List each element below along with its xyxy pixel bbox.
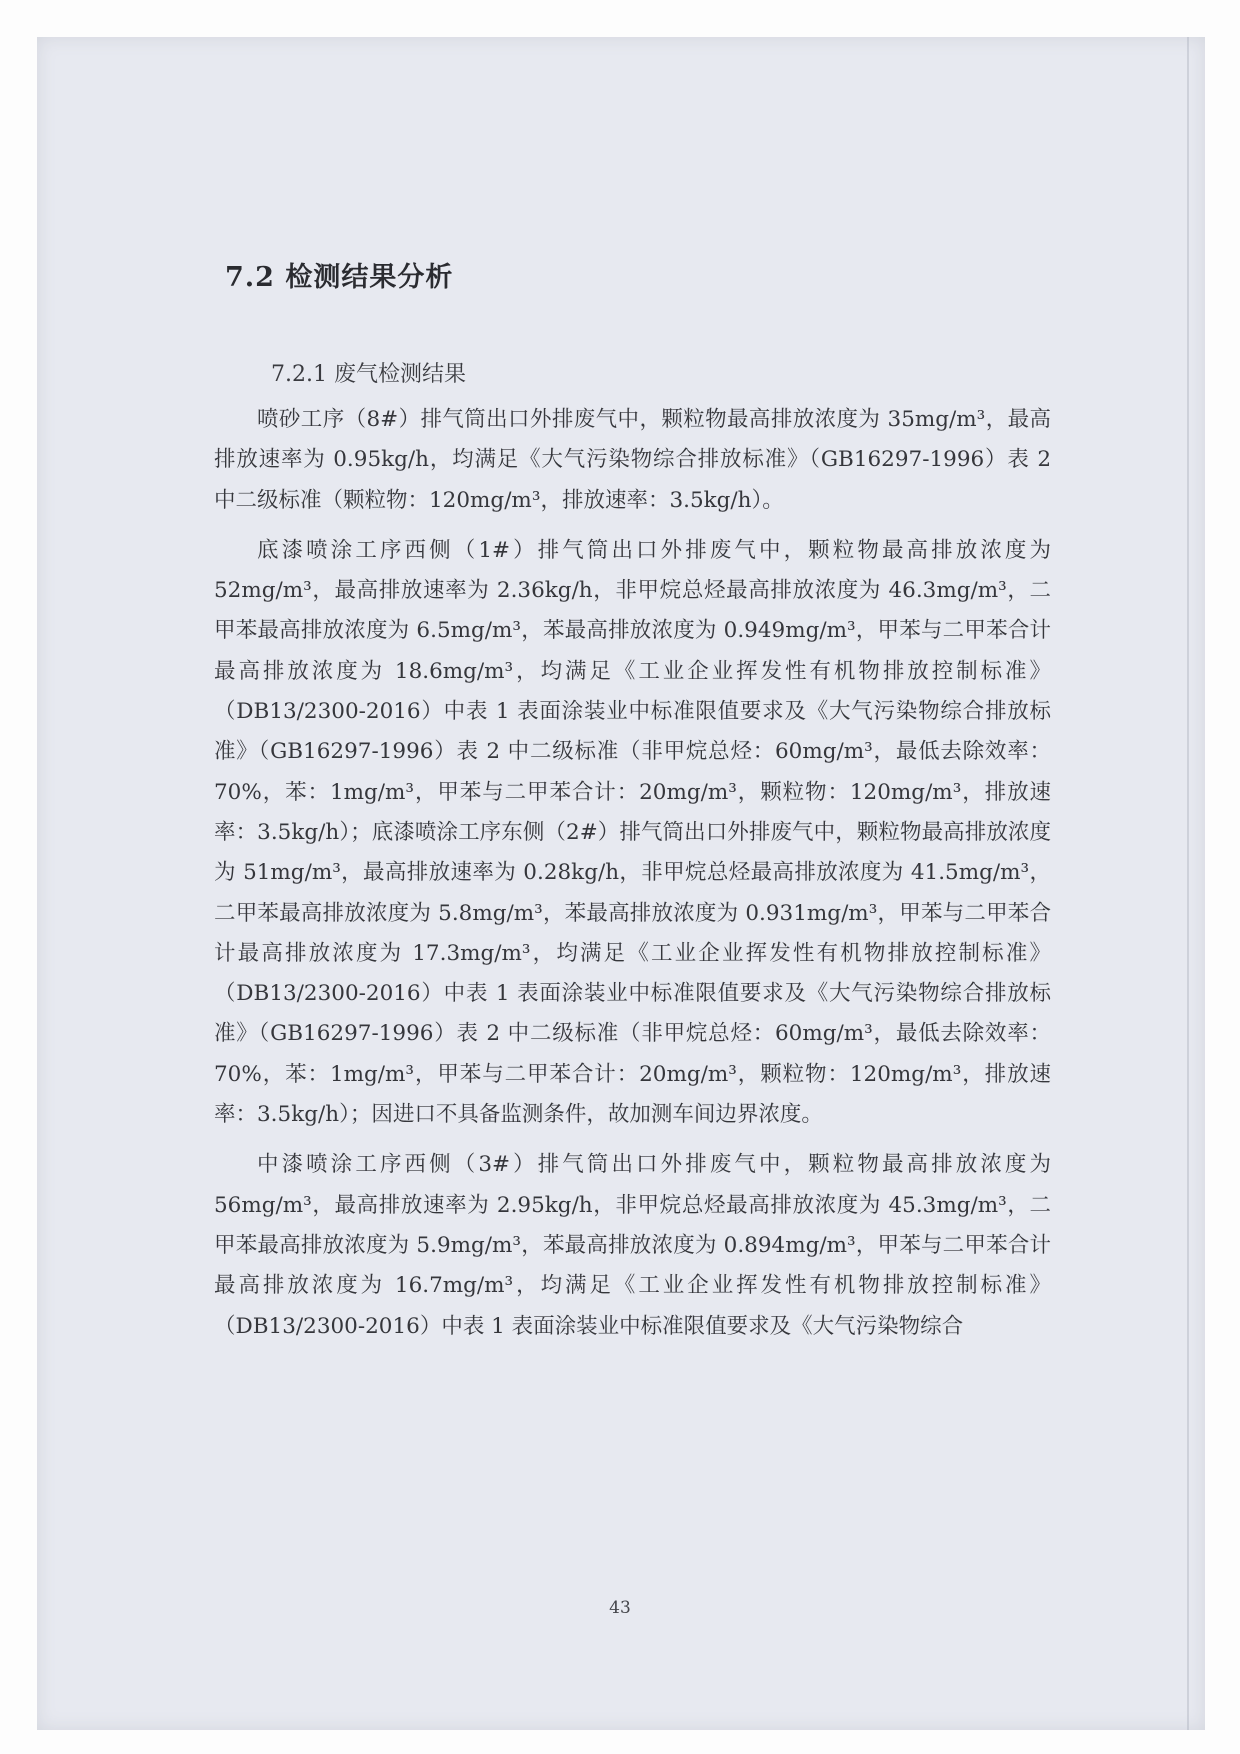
paragraph-sandblasting: 喷砂工序（8#）排气筒出口外排废气中，颗粒物最高排放浓度为 35mg/m³，最高排放速率为 0.95kg/h，均满足《大气污染物综合排放标准》（GB16297-1996）表 2 中二级标准（颗粒物：120mg/m³，排放速率：3.5kg/h）。 <box>214 407 1051 513</box>
section-heading: 7.2 检测结果分析 <box>225 262 454 293</box>
page-fold-line <box>1187 37 1189 1730</box>
paragraph-primer-spraying: 底漆喷涂工序西侧（1#）排气筒出口外排废气中，颗粒物最高排放浓度为 52mg/m³，最高排放速率为 2.36kg/h，非甲烷总烃最高排放浓度为 46.3mg/m³，二甲苯最高排放浓度为 6.5mg/m³，苯最高排放浓度为 0.949mg/m³，甲苯与二甲苯合计最高排放浓度为 18.6mg/m³，均满足《工业企业挥发性有机物排放控制标准》（DB13/2300-2016）中表 1 表面涂装业中标准限值要求及《大气污染物综合排放标准》（GB16297-1996）表 2 中二级标准（非甲烷总烃：60mg/m³，最低去除效率：70%，苯：1mg/m³，甲苯与二甲苯合计：20mg/m³，颗粒物：120mg/m³，排放速率：3.5kg/h）；底漆喷涂工序东侧（2#）排气筒出口外排废气中，颗粒物最高排放浓度为 51mg/m³，最高排放速率为 0.28kg/h，非甲烷总烃最高排放浓度为 41.5mg/m³，二甲苯最高排放浓度为 5.8mg/m³，苯最高排放浓度为 0.931mg/m³，甲苯与二甲苯合计最高排放浓度为 17.3mg/m³，均满足《工业企业挥发性有机物排放控制标准》（DB13/2300-2016）中表 1 表面涂装业中标准限值要求及《大气污染物综合排放标准》（GB16297-1996）表 2 中二级标准（非甲烷总烃：60mg/m³，最低去除效率：70%，苯：1mg/m³，甲苯与二甲苯合计：20mg/m³，颗粒物：120mg/m³，排放速率：3.5kg/h）；因进口不具备监测条件，故加测车间边界浓度。 <box>214 537 1051 1128</box>
paragraph-midcoat-spraying: 中漆喷涂工序西侧（3#）排气筒出口外排废气中，颗粒物最高排放浓度为 56mg/m³，最高排放速率为 2.95kg/h，非甲烷总烃最高排放浓度为 45.3mg/m³，二甲苯最高排放浓度为 5.9mg/m³，苯最高排放浓度为 0.894mg/m³，甲苯与二甲苯合计最高排放浓度为 16.7mg/m³，均满足《工业企业挥发性有机物排放控制标准》（DB13/2300-2016）中表 1 表面涂装业中标准限值要求及《大气污染物综合 <box>214 1152 1051 1339</box>
body-text <box>214 400 1051 1357</box>
page-number: 43 <box>609 1598 631 1618</box>
subsection-heading: 7.2.1 废气检测结果 <box>271 362 466 387</box>
